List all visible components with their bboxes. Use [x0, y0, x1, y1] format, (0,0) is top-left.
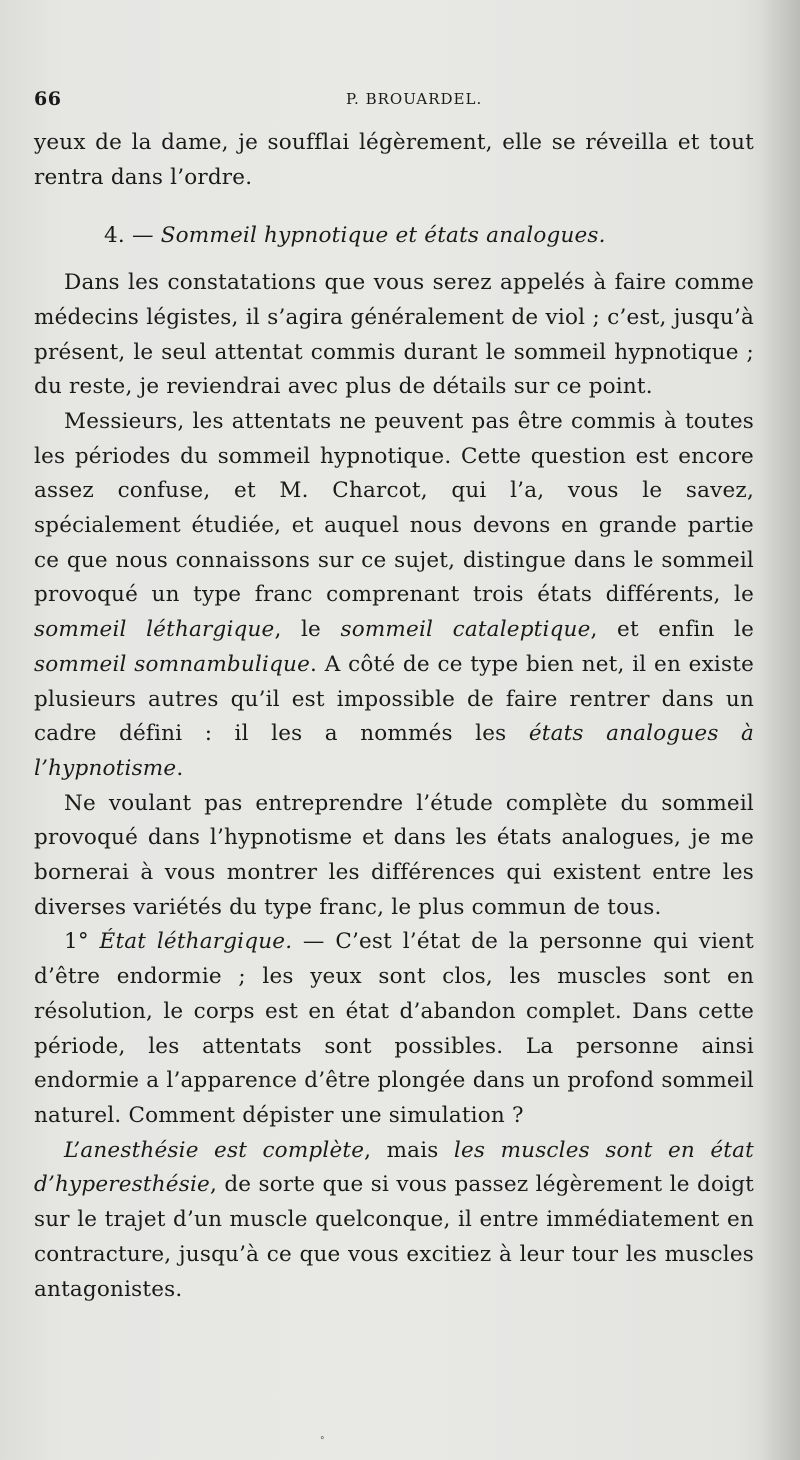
- paragraph-etat-lethargique: [34, 925, 754, 1133]
- text-run: , mais: [364, 1137, 454, 1163]
- text-run: Messieurs, les attentats ne peuvent pas être commis à toutes les périodes du sommeil hypnotique. Cette question est encore assez confuse, et M. Charcot, qui l’a, vous le savez, spécialement étudiée, et auquel nous devons en grande partie ce que nous connaissons sur ce sujet, distingue dans le sommeil provoqué un type franc comprenant trois états différents, le: [34, 408, 754, 608]
- text-run: .: [176, 755, 184, 781]
- body-text: [34, 126, 754, 1307]
- text-run: , et enfin le: [590, 617, 754, 643]
- section-title: Sommeil hypnotique et états analogues.: [160, 223, 606, 249]
- text-run: — C’est l’état de la personne qui vient d’être endormie ; les yeux sont clos, les muscles sont en résolution, le corps est en état d’abandon complet. Dans cette période, les attentats sont possibles. La personne ainsi endormie a l’apparence d’être plongée dans un profond sommeil naturel. Comment dépister une simulation ?: [34, 929, 754, 1128]
- paragraph-continuation: yeux de la dame, je soufflai légèrement, elle se réveilla et tout rentra dans l’ordre.: [34, 130, 754, 190]
- page-edge-shadow: [760, 0, 800, 1460]
- term-cataleptique: sommeil cataleptique: [340, 617, 591, 643]
- item-number: 1°: [64, 929, 89, 955]
- term-anesthesie: L’anesthésie est complète: [64, 1137, 365, 1163]
- term-lethargique: sommeil léthargique: [34, 617, 275, 643]
- subsection-title: État léthargique.: [99, 929, 293, 955]
- running-head: P. BROUARDEL.: [346, 90, 483, 108]
- footer-mark: °: [320, 1436, 325, 1446]
- term-hyperesthesie: les muscles sont en état d’hyperesthésie: [34, 1137, 754, 1198]
- text-run: , de sorte que si vous passez légèrement le doigt sur le trajet d’un muscle quelconque, il entre immédiatement en contracture, jusqu’à ce que vous excitiez à leur tour les muscles antagonistes.: [34, 1172, 754, 1302]
- term-etats-analogues: états analogues à l’hypnotisme: [34, 721, 754, 781]
- section-number: 4. —: [104, 223, 154, 249]
- paragraph-constatations: Dans les constatations que vous serez appelés à faire comme médecins légistes, il s’agira généralement de viol ; c’est, jusqu’à présent, le seul attentat commis durant le sommeil hypnotique ; du reste, je reviendrai avec plus de détails sur ce point.: [34, 270, 754, 400]
- page-number: 66: [34, 88, 62, 110]
- text-run: . A côté de ce type bien net, il en existe plusieurs autres qu’il est impossible de faire rentrer dans un cadre défini : il les a nommés les: [34, 651, 754, 747]
- term-somnambulique: sommeil somnambulique: [34, 651, 311, 677]
- paragraph-anesthesie: [34, 1134, 754, 1308]
- text-run: , le: [274, 617, 341, 643]
- section-heading: [34, 219, 754, 254]
- paragraph-ne-voulant: Ne voulant pas entreprendre l’étude complète du sommeil provoqué dans l’hypnotisme et dans les états analogues, je me bornerai à vous montrer les différences qui existent entre les diverses variétés du type franc, le plus commun de tous.: [34, 790, 754, 920]
- page-header: [34, 88, 754, 118]
- paragraph-messieurs: [34, 405, 754, 787]
